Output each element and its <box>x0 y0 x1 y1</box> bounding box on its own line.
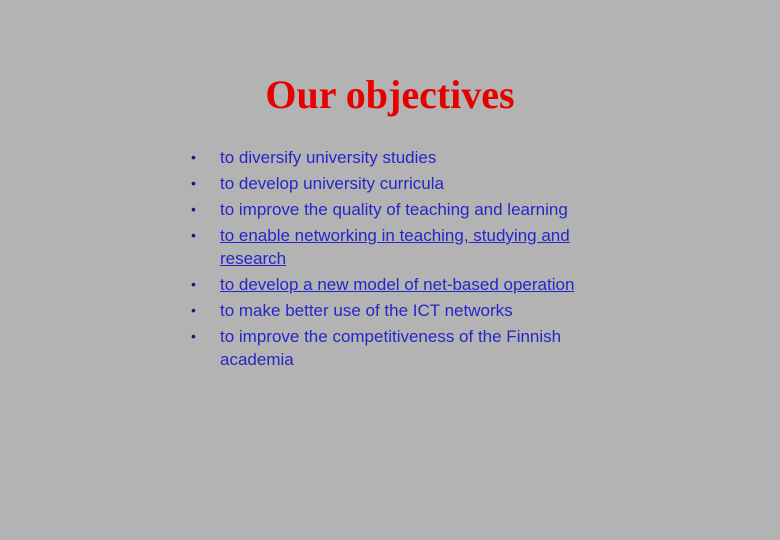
objectives-list <box>190 146 610 374</box>
bullet-icon: • <box>191 328 196 344</box>
objective-link[interactable]: to develop a new model of net-based operation <box>220 275 575 294</box>
bullet-icon: • <box>191 149 196 165</box>
list-item <box>190 172 610 195</box>
bullet-icon: • <box>191 302 196 318</box>
list-item <box>190 299 610 322</box>
objective-text: to make better use of the ICT networks <box>220 301 513 320</box>
slide-title: Our objectives <box>265 72 515 117</box>
objective-text: to develop university curricula <box>220 174 444 193</box>
objective-link[interactable]: to enable networking in teaching, studying and research <box>220 226 570 268</box>
objective-text: to improve the quality of teaching and learning <box>220 200 568 219</box>
list-item <box>190 325 610 371</box>
list-item <box>190 224 610 270</box>
objective-text: to improve the competitiveness of the Finnish academia <box>220 327 562 369</box>
list-item <box>190 146 610 169</box>
bullet-icon: • <box>191 201 196 217</box>
bullet-icon: • <box>191 175 196 191</box>
objective-text: to diversify university studies <box>220 148 437 167</box>
bullet-icon: • <box>191 276 196 292</box>
list-item <box>190 273 610 296</box>
bullet-icon: • <box>191 227 196 243</box>
list-item <box>190 198 610 221</box>
